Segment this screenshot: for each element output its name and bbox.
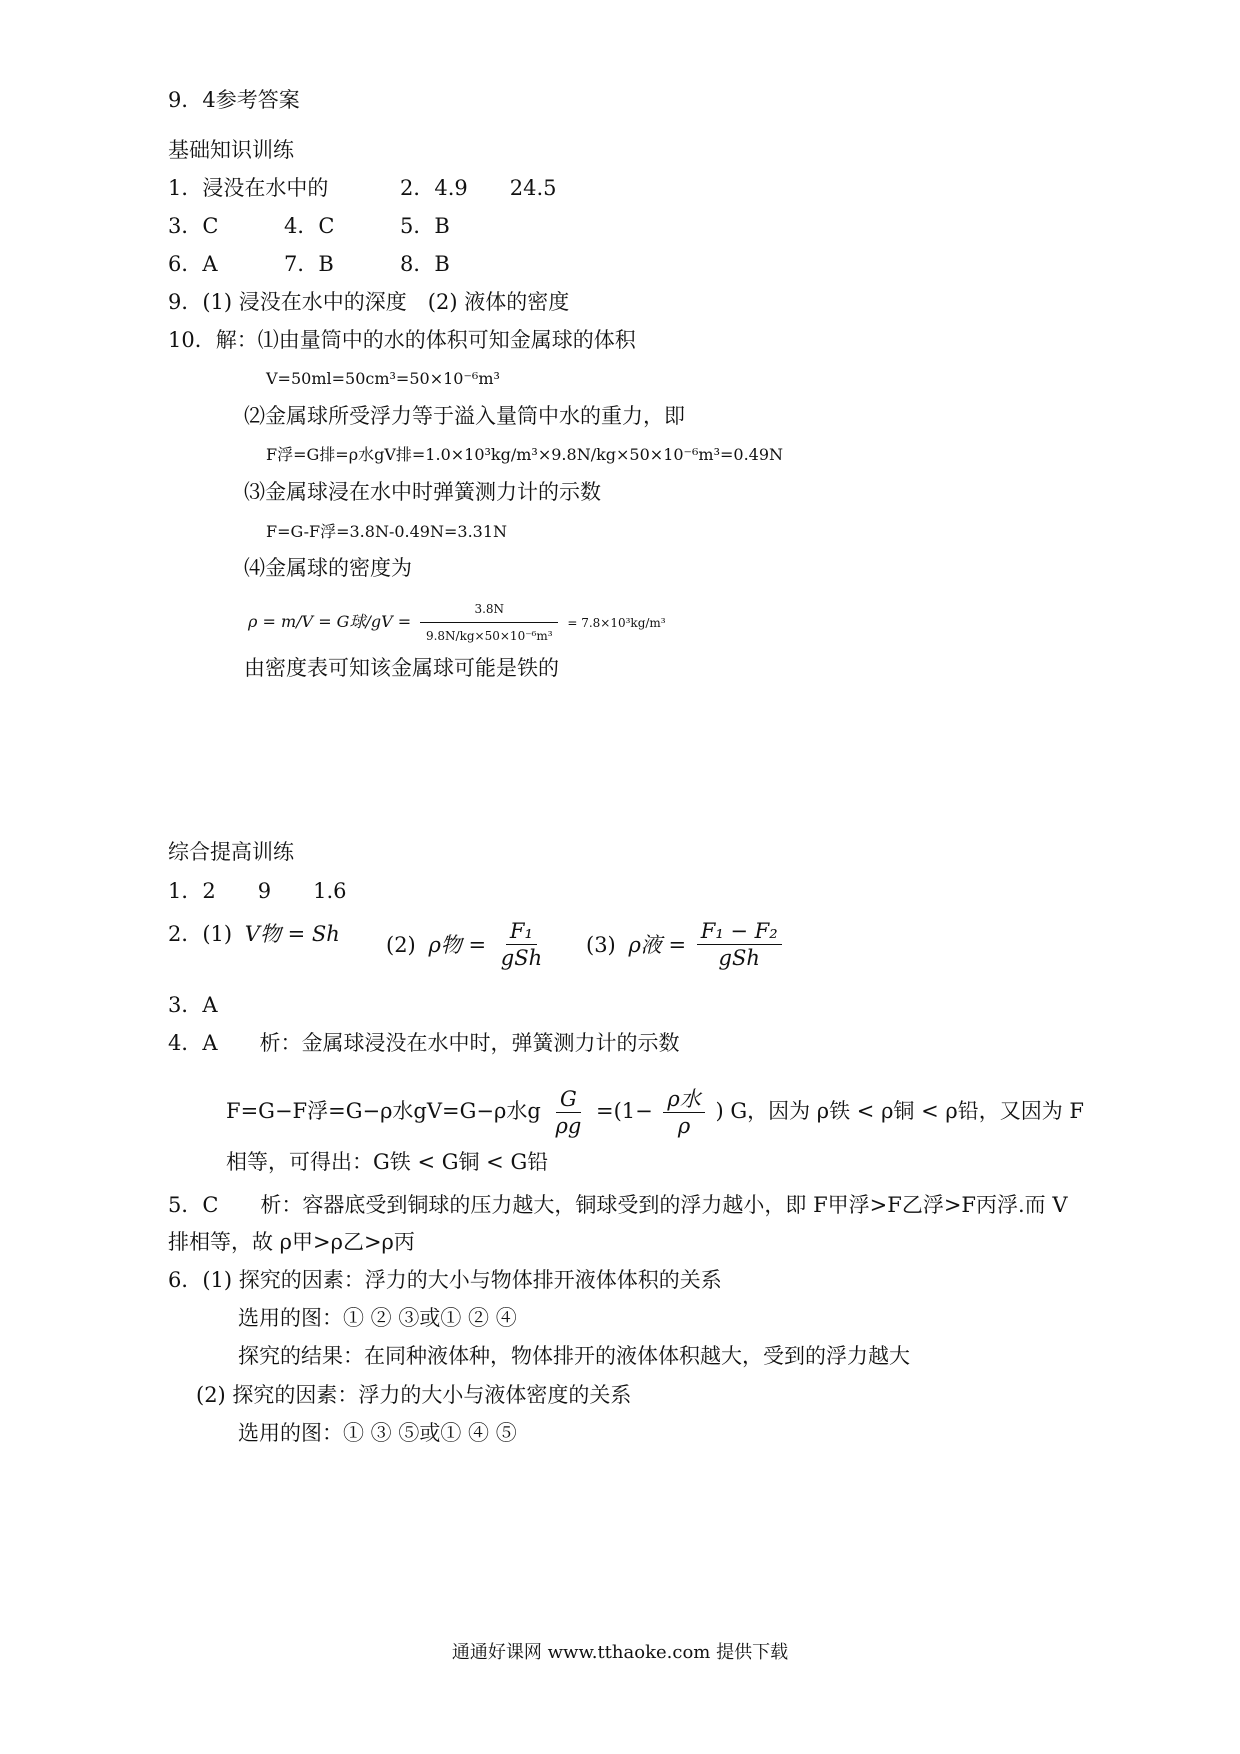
q6-part1-figures: 选用的图：① ② ③或① ② ④ bbox=[238, 1306, 517, 1330]
advanced-answer-1: 1．2 9 1.6 bbox=[168, 879, 347, 903]
density-numerator: 3.8N bbox=[420, 596, 558, 623]
buoyancy-equation: F浮=G排=ρ水gV排=1.0×10³kg/m³×9.8N/kg×50×10⁻⁶m³=0.49N bbox=[266, 445, 784, 464]
advanced-answer-5-line-1: 5．C 析：容器底受到铜球的压力越大，铜球受到的浮力越小，即 F甲浮>F乙浮>F丙浮.而 V bbox=[168, 1193, 1068, 1217]
q6-part2-figures: 选用的图：① ③ ⑤或① ④ ⑤ bbox=[238, 1421, 517, 1445]
volume-equation: V=50ml=50cm³=50×10⁻⁶m³ bbox=[266, 369, 500, 388]
q4-fraction-2-numerator: ρ水 bbox=[663, 1086, 704, 1113]
q2-part2-fraction bbox=[497, 918, 546, 971]
answer-9: 9．(1) 浸没在水中的深度 (2) 液体的密度 bbox=[168, 290, 570, 314]
answer-8: 8．B bbox=[400, 252, 450, 276]
scale-reading-equation: F=G-F浮=3.8N-0.49N=3.31N bbox=[266, 522, 508, 541]
q4-equation-part-a: F=G−F浮=G−ρ水gV=G−ρ水g bbox=[226, 1099, 541, 1123]
advanced-answer-2 bbox=[168, 920, 340, 948]
q4-conclusion: 相等，可得出：G铁 < G铜 < G铅 bbox=[226, 1150, 549, 1174]
q2-part1-label: 2．(1) bbox=[168, 922, 233, 946]
q4-fraction-1-denominator: ρg bbox=[555, 1114, 582, 1138]
q2-part2-lhs: ρ物 = bbox=[428, 933, 487, 957]
page-title: 9．4参考答案 bbox=[168, 88, 300, 112]
advanced-answer-4-head: 4．A 析：金属球浸没在水中时，弹簧测力计的示数 bbox=[168, 1031, 680, 1055]
answer-1: 1．浸没在水中的 bbox=[168, 176, 329, 200]
advanced-answer-5-line-2: 排相等，故 ρ甲>ρ乙>ρ丙 bbox=[168, 1230, 415, 1254]
q6-part1-factor: 6．(1) 探究的因素：浮力的大小与物体排开液体体积的关系 bbox=[168, 1268, 722, 1292]
q2-part3-fraction bbox=[697, 918, 782, 971]
density-formula bbox=[248, 596, 666, 649]
q6-part1-result: 探究的结果：在同种液体种，物体排开的液体体积越大，受到的浮力越大 bbox=[238, 1344, 910, 1368]
q4-fraction-1 bbox=[551, 1086, 585, 1139]
q4-fraction-2-denominator: ρ bbox=[677, 1114, 691, 1138]
q2-part1-expression: V物 = Sh bbox=[244, 922, 340, 946]
q2-part2 bbox=[386, 920, 550, 973]
density-formula-lhs: ρ = m/V = G球/gV = bbox=[248, 612, 412, 631]
q2-part2-numerator: F₁ bbox=[506, 918, 537, 945]
q4-equation bbox=[226, 1086, 1084, 1139]
answer-3: 3．C bbox=[168, 214, 219, 238]
answer-6: 6．A bbox=[168, 252, 218, 276]
density-denominator: 9.8N/kg×50×10⁻⁶m³ bbox=[425, 629, 553, 643]
density-fraction bbox=[420, 596, 558, 649]
answer-5: 5．B bbox=[400, 214, 450, 238]
section-heading-basic: 基础知识训练 bbox=[168, 138, 294, 162]
q2-part2-label: (2) bbox=[386, 933, 416, 957]
answer-10-intro: 10．解：⑴由量筒中的水的体积可知金属球的体积 bbox=[168, 328, 636, 352]
q6-part2-factor: (2) 探究的因素：浮力的大小与液体密度的关系 bbox=[196, 1383, 632, 1407]
conclusion-text: 由密度表可知该金属球可能是铁的 bbox=[244, 656, 559, 680]
density-result: = 7.8×10³kg/m³ bbox=[567, 616, 666, 630]
q2-part3-lhs: ρ液 = bbox=[628, 933, 687, 957]
q4-fraction-1-numerator: G bbox=[556, 1086, 581, 1113]
q2-part2-denominator: gSh bbox=[500, 946, 543, 970]
step-3-text: ⑶金属球浸在水中时弹簧测力计的示数 bbox=[244, 480, 601, 504]
q2-part3-denominator: gSh bbox=[718, 946, 760, 970]
step-4-text: ⑷金属球的密度为 bbox=[244, 556, 412, 580]
answer-7: 7．B bbox=[284, 252, 334, 276]
answer-2: 2．4.9 24.5 bbox=[400, 176, 557, 200]
q2-part3 bbox=[586, 920, 786, 973]
q2-part3-label: (3) bbox=[586, 933, 616, 957]
step-2-text: ⑵金属球所受浮力等于溢入量筒中水的重力，即 bbox=[244, 404, 685, 428]
q4-equation-part-c: ) G，因为 ρ铁 < ρ铜 < ρ铅，又因为 F bbox=[715, 1099, 1084, 1123]
q4-equation-part-b: =(1− bbox=[595, 1099, 653, 1123]
page-footer: 通通好课网 www.tthaoke.com 提供下载 bbox=[451, 1642, 789, 1663]
advanced-answer-3: 3．A bbox=[168, 993, 218, 1017]
answer-4: 4．C bbox=[284, 214, 335, 238]
q4-fraction-2 bbox=[663, 1086, 704, 1139]
q2-part3-numerator: F₁ − F₂ bbox=[697, 918, 782, 945]
section-heading-advanced: 综合提高训练 bbox=[168, 840, 294, 864]
